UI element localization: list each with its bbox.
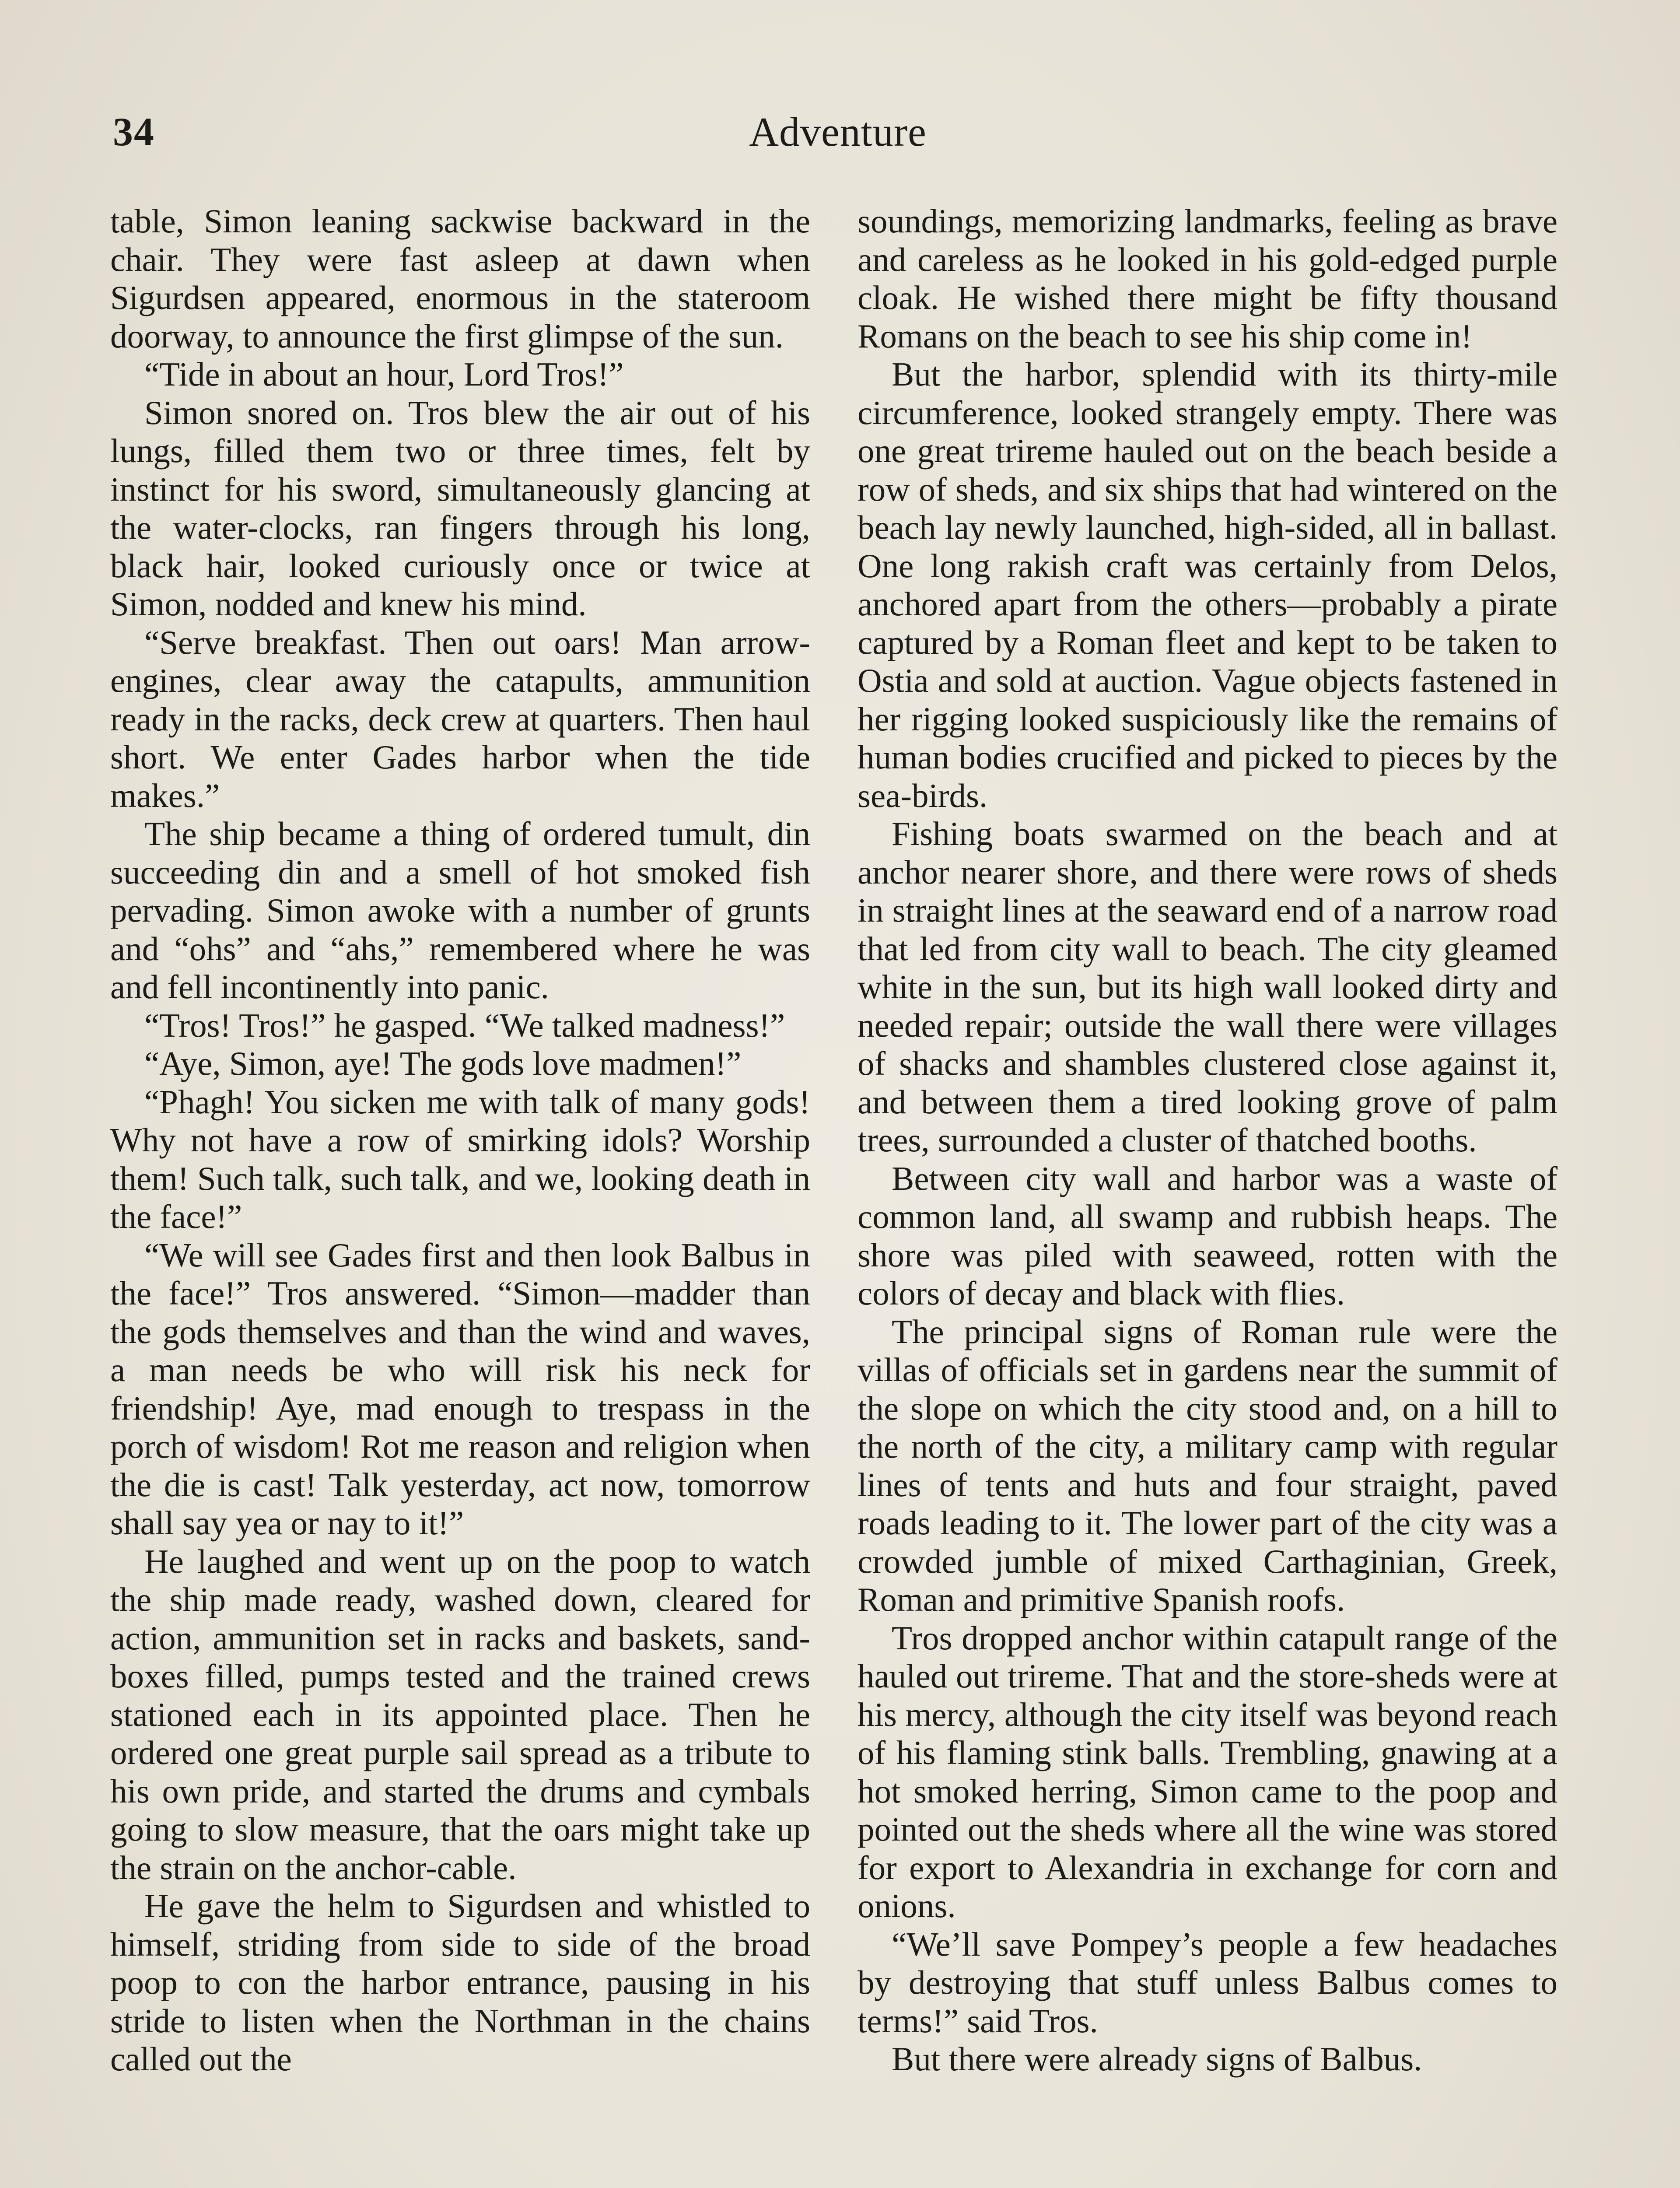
running-head: Adventure [749,109,927,155]
paragraph: soundings, memorizing landmarks, feeling as brave and careless as he looked in his gold-edged purple cloak. He wished there might be fifty thousand Romans on the beach to see his ship come in! [858,202,1558,355]
paragraph: But the harbor, splendid with its thirty-mile circumference, looked strangely empty. There was one great trireme hauled out on the beach beside a row of sheds, and six ships that had wintered on the beach lay newly launched, high-sided, all in ballast. One long rakish craft was certainly from Delos, anchored apart from the others—probably a pirate captured by a Roman fleet and kept to be taken to Ostia and sold at auction. Vague objects fastened in her rigging looked suspiciously like the remains of human bodies crucified and picked to pieces by the sea-birds. [858,355,1558,814]
paragraph: Fishing boats swarmed on the beach and at anchor nearer shore, and there were rows of sheds in straight lines at the seaward end of a narrow road that led from city wall to beach. The city gleamed white in the sun, but its high wall looked dirty and needed repair; outside the wall there were villages of shacks and shambles clustered close against it, and between them a tired looking grove of palm trees, surrounded a cluster of thatched booths. [858,815,1558,1159]
paragraph: The ship became a thing of ordered tumult, din succeeding din and a smell of hot smoked fish pervading. Simon awoke with a number of grunts and “ohs” and “ahs,” remembered where he was and fell incontinently into panic. [110,815,810,1006]
left-column [110,202,810,2079]
paragraph: But there were already signs of Balbus. [892,2040,1422,2078]
paragraph: “Aye, Simon, aye! The gods love madmen!” [144,1045,742,1082]
paragraph: “Tide in about an hour, Lord Tros!” [144,355,624,393]
paragraph: The principal signs of Roman rule were the villas of officials set in gardens near the summit of the slope on which the city stood and, on a hill to the north of the city, a military camp with regular lines of tents and huts and four straight, paved roads leading to it. The lower part of the city was a crowded jumble of mixed Carthaginian, Greek, Roman and primitive Spanish roofs. [858,1312,1558,1618]
paragraph: “We’ll save Pompey’s people a few headaches by destroying that stuff unless Balbus comes to terms!” said Tros. [858,1925,1558,2040]
paragraph: He gave the helm to Sigurdsen and whistled to himself, striding from side to side of the broad poop to con the harbor entrance, pausing in his stride to listen when the Northman in the chains called out the [110,1887,810,2078]
paragraph: “Serve breakfast. Then out oars! Man arrow-engines, clear away the catapults, ammunition ready in the racks, deck crew at quarters. Then haul short. We enter Gades harbor when the tide makes.” [110,623,810,814]
paragraph: “We will see Gades first and then look Balbus in the face!” Tros answered. “Simon—madder than the gods themselves and than the wind and waves, a man needs be who will risk his neck for friendship! Aye, mad enough to trespass in the porch of wisdom! Rot me reason and religion when the die is cast! Talk yesterday, act now, tomorrow shall say yea or nay to it!” [110,1236,810,1542]
paragraph: Tros dropped anchor within catapult range of the hauled out trireme. That and the store-sheds were at his mercy, although the city itself was beyond reach of his flaming stink balls. Trembling, gnawing at a hot smoked herring, Simon came to the poop and pointed out the sheds where all the wine was stored for export to Alexandria in exchange for corn and onions. [858,1619,1558,1925]
page-header [109,109,1566,157]
right-column [858,202,1558,2079]
paragraph: table, Simon leaning sackwise backward in the chair. They were fast asleep at dawn when Sigurdsen appeared, enormous in the stateroom doorway, to announce the first glimpse of the sun. [110,202,810,355]
paragraph: Simon snored on. Tros blew the air out of his lungs, filled them two or three times, felt by instinct for his sword, simultaneously glancing at the water-clocks, ran fingers through his long, black hair, looked curiously once or twice at Simon, nodded and knew his mind. [110,393,810,623]
paragraph: Between city wall and harbor was a waste of common land, all swamp and rubbish heaps. The shore was piled with seaweed, rotten with the colors of decay and black with flies. [858,1159,1558,1312]
paragraph: He laughed and went up on the poop to watch the ship made ready, washed down, cleared for action, ammunition set in racks and baskets, sand-boxes filled, pumps tested and the trained crews stationed each in its appointed place. Then he ordered one great purple sail spread as a tribute to his own pride, and started the drums and cymbals going to slow measure, that the oars might take up the strain on the anchor-cable. [110,1542,810,1886]
page-number: 34 [113,109,155,154]
paragraph: “Tros! Tros!” he gasped. “We talked madness!” [144,1006,785,1044]
paragraph: “Phagh! You sicken me with talk of many gods! Why not have a row of smirking idols? Worship them! Such talk, such talk, and we, looking death in the face!” [110,1083,810,1235]
